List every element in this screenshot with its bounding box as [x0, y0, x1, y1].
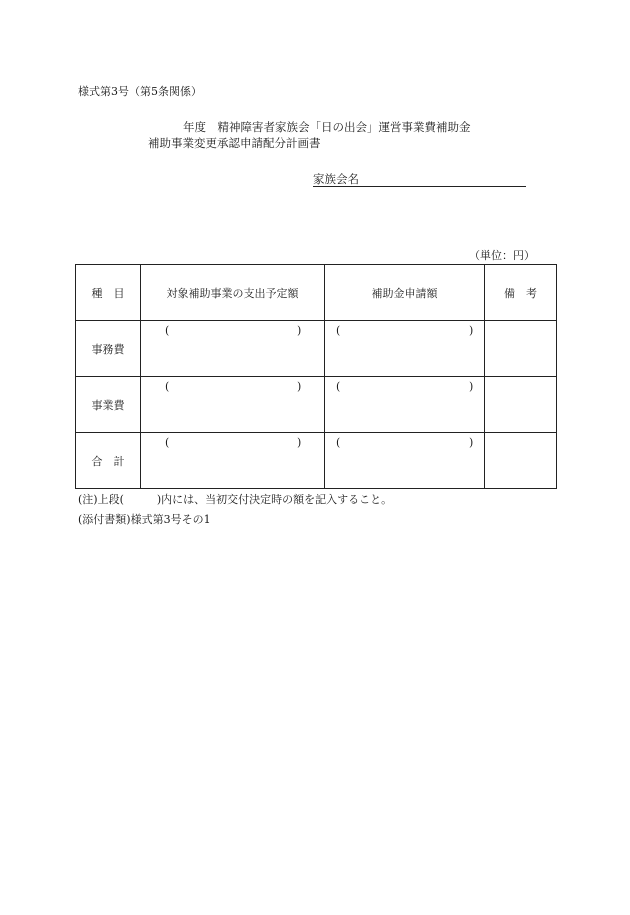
- row-label: 事業費: [76, 377, 141, 433]
- document-title-line-1: 年度 精神障害者家族会「日の出会」運営事業費補助金: [183, 120, 471, 134]
- subsidy-request-cell[interactable]: [325, 321, 485, 377]
- paren-close: ): [469, 380, 474, 393]
- unit-label: （単位：円）: [469, 249, 535, 262]
- planned-expenditure-cell[interactable]: [141, 433, 325, 489]
- paren-close: ): [469, 436, 474, 449]
- budget-table: [75, 264, 557, 489]
- table-row-total: [76, 433, 557, 489]
- paren-open: (: [336, 436, 341, 449]
- column-header-subsidy-request: 補助金申請額: [325, 265, 485, 321]
- note-text: (注)上段( )内には、当初交付決定時の額を記入すること。: [78, 493, 393, 506]
- paren-close: ): [297, 436, 302, 449]
- table-header-row: [76, 265, 557, 321]
- paren-close: ): [469, 324, 474, 337]
- document-title-line-2: 補助事業変更承認申請配分計画書: [148, 136, 321, 150]
- subsidy-request-cell[interactable]: [325, 433, 485, 489]
- row-label: 合 計: [76, 433, 141, 489]
- family-association-name-field[interactable]: [313, 186, 526, 187]
- planned-expenditure-cell[interactable]: [141, 321, 325, 377]
- column-header-category: 種 目: [76, 265, 141, 321]
- paren-open: (: [336, 380, 341, 393]
- paren-close: ): [297, 324, 302, 337]
- table-row-office-expenses: [76, 321, 557, 377]
- column-header-remarks: 備 考: [485, 265, 557, 321]
- subsidy-request-cell[interactable]: [325, 377, 485, 433]
- paren-close: ): [297, 380, 302, 393]
- paren-open: (: [165, 324, 170, 337]
- family-association-name-label: 家族会名: [313, 172, 359, 186]
- attachment-text: (添付書類)様式第3号その1: [78, 513, 211, 526]
- remarks-cell[interactable]: [485, 377, 557, 433]
- column-header-planned-expenditure: 対象補助事業の支出予定額: [141, 265, 325, 321]
- table-row-project-expenses: [76, 377, 557, 433]
- paren-open: (: [336, 324, 341, 337]
- paren-open: (: [165, 380, 170, 393]
- paren-open: (: [165, 436, 170, 449]
- form-number: 様式第3号（第5条関係）: [78, 85, 202, 98]
- remarks-cell[interactable]: [485, 433, 557, 489]
- planned-expenditure-cell[interactable]: [141, 377, 325, 433]
- remarks-cell[interactable]: [485, 321, 557, 377]
- row-label: 事務費: [76, 321, 141, 377]
